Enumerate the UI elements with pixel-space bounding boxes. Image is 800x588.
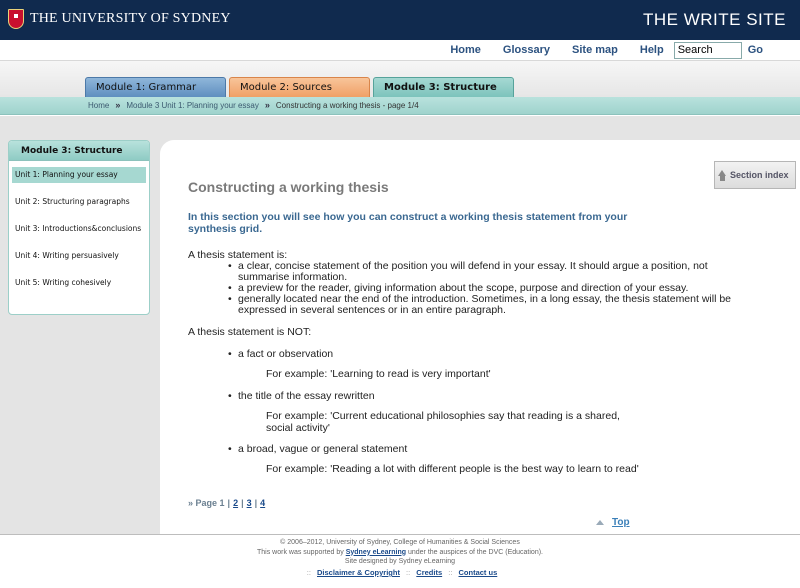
- sidebar-item-unit-1[interactable]: Unit 1: Planning your essay: [12, 167, 146, 183]
- sydney-elearning-link[interactable]: Sydney eLearning: [345, 548, 407, 556]
- search-go-button[interactable]: Go: [747, 44, 763, 56]
- pager-separator: |: [254, 498, 258, 508]
- disclaimer-link[interactable]: Disclaimer & Copyright: [317, 568, 400, 577]
- footer-separator: ::: [306, 568, 311, 577]
- pager-current: » Page 1: [188, 498, 225, 508]
- pager-page-4[interactable]: 4: [260, 498, 266, 508]
- list-item: • a broad, vague or general statement: [228, 443, 407, 455]
- footer-divider: [0, 534, 800, 535]
- footer-links: [0, 568, 800, 577]
- thesis-not-label: A thesis statement is NOT:: [188, 326, 312, 338]
- site-name[interactable]: THE WRITE SITE: [643, 10, 786, 29]
- footer: [0, 538, 800, 567]
- pager-page-3[interactable]: 3: [246, 498, 252, 508]
- nav-help-link[interactable]: Help: [639, 44, 664, 56]
- breadcrumb-home[interactable]: Home: [88, 100, 110, 110]
- list-item: • a preview for the reader, giving information about the scope, purpose and direction of your essay.: [228, 283, 748, 294]
- nav-glossary-link[interactable]: Glossary: [502, 44, 551, 56]
- up-arrow-icon: [718, 170, 727, 181]
- breadcrumb: [88, 100, 419, 110]
- section-index-button[interactable]: [714, 161, 796, 189]
- pager-page-2[interactable]: 2: [233, 498, 239, 508]
- main-content: [160, 140, 800, 534]
- credits-link[interactable]: Credits: [416, 568, 443, 577]
- list-item: • the title of the essay rewritten: [228, 390, 375, 402]
- breadcrumb-bar: [0, 97, 800, 115]
- university-crest-icon[interactable]: [8, 9, 24, 29]
- thesis-is-label: A thesis statement is:: [188, 249, 288, 261]
- support-text: [0, 548, 800, 558]
- module-tabs: [0, 60, 800, 97]
- search-input[interactable]: [674, 42, 742, 59]
- nav-home-link[interactable]: Home: [450, 44, 481, 56]
- pager-separator: |: [241, 498, 244, 508]
- section-index-label: Section index: [730, 170, 789, 180]
- back-to-top-link[interactable]: [596, 517, 630, 528]
- thesis-is-list: [228, 261, 748, 316]
- footer-separator: ::: [406, 568, 411, 577]
- sidebar-item-unit-2[interactable]: Unit 2: Structuring paragraphs: [15, 197, 130, 206]
- contact-link[interactable]: Contact us: [458, 568, 498, 577]
- pager: [188, 498, 265, 508]
- breadcrumb-unit[interactable]: Module 3 Unit 1: Planning your essay: [126, 100, 259, 110]
- top-nav: [0, 40, 800, 60]
- example-text: For example: 'Current educational philosophies say that reading is a shared, social activity': [266, 410, 620, 434]
- list-item: • generally located near the end of the introduction. Sometimes, in a long essay, the thesis statement will be expressed in several sentences or in an entire paragraph.: [228, 294, 748, 316]
- page-title: Constructing a working thesis: [188, 179, 389, 195]
- section-intro: In this section you will see how you can construct a working thesis statement from your synthesis grid.: [188, 211, 628, 235]
- tab-module-1[interactable]: Module 1: Grammar: [85, 77, 226, 98]
- sidebar-title: Module 3: Structure: [9, 141, 149, 161]
- list-item: • a fact or observation: [228, 348, 333, 360]
- list-item: • a clear, concise statement of the position you will defend in your essay. It should argue a position, not summarise information.: [228, 261, 748, 283]
- example-text: For example: 'Learning to read is very important': [266, 368, 491, 380]
- sidebar: [8, 140, 150, 315]
- tab-module-3[interactable]: Module 3: Structure: [373, 77, 514, 98]
- nav-sitemap-link[interactable]: Site map: [572, 44, 618, 56]
- sidebar-item-unit-4[interactable]: Unit 4: Writing persuasively: [15, 251, 119, 260]
- sidebar-item-unit-3[interactable]: Unit 3: Introductions&conclusions: [15, 224, 142, 233]
- top-label: Top: [612, 517, 630, 528]
- example-text: For example: 'Reading a lot with different people is the best way to learn to read': [266, 463, 639, 475]
- up-arrow-icon: [596, 520, 604, 525]
- support-text-post: under the auspices of the DVC (Education).: [407, 548, 543, 556]
- footer-separator: ::: [448, 568, 453, 577]
- pager-separator: |: [227, 498, 231, 508]
- tab-module-2[interactable]: Module 2: Sources: [229, 77, 370, 98]
- breadcrumb-current: Constructing a working thesis - page 1/4: [275, 100, 419, 110]
- breadcrumb-separator: »: [264, 100, 270, 110]
- site-header: [0, 0, 800, 40]
- copyright-text: © 2006–2012, University of Sydney, College of Humanities & Social Sciences: [280, 539, 520, 546]
- design-credit: Site designed by Sydney eLearning: [344, 558, 456, 565]
- support-text-pre: This work was supported by: [257, 548, 344, 556]
- breadcrumb-separator: »: [115, 100, 121, 110]
- university-name[interactable]: THE UNIVERSITY OF SYDNEY: [30, 11, 231, 26]
- sidebar-item-unit-5[interactable]: Unit 5: Writing cohesively: [15, 278, 112, 287]
